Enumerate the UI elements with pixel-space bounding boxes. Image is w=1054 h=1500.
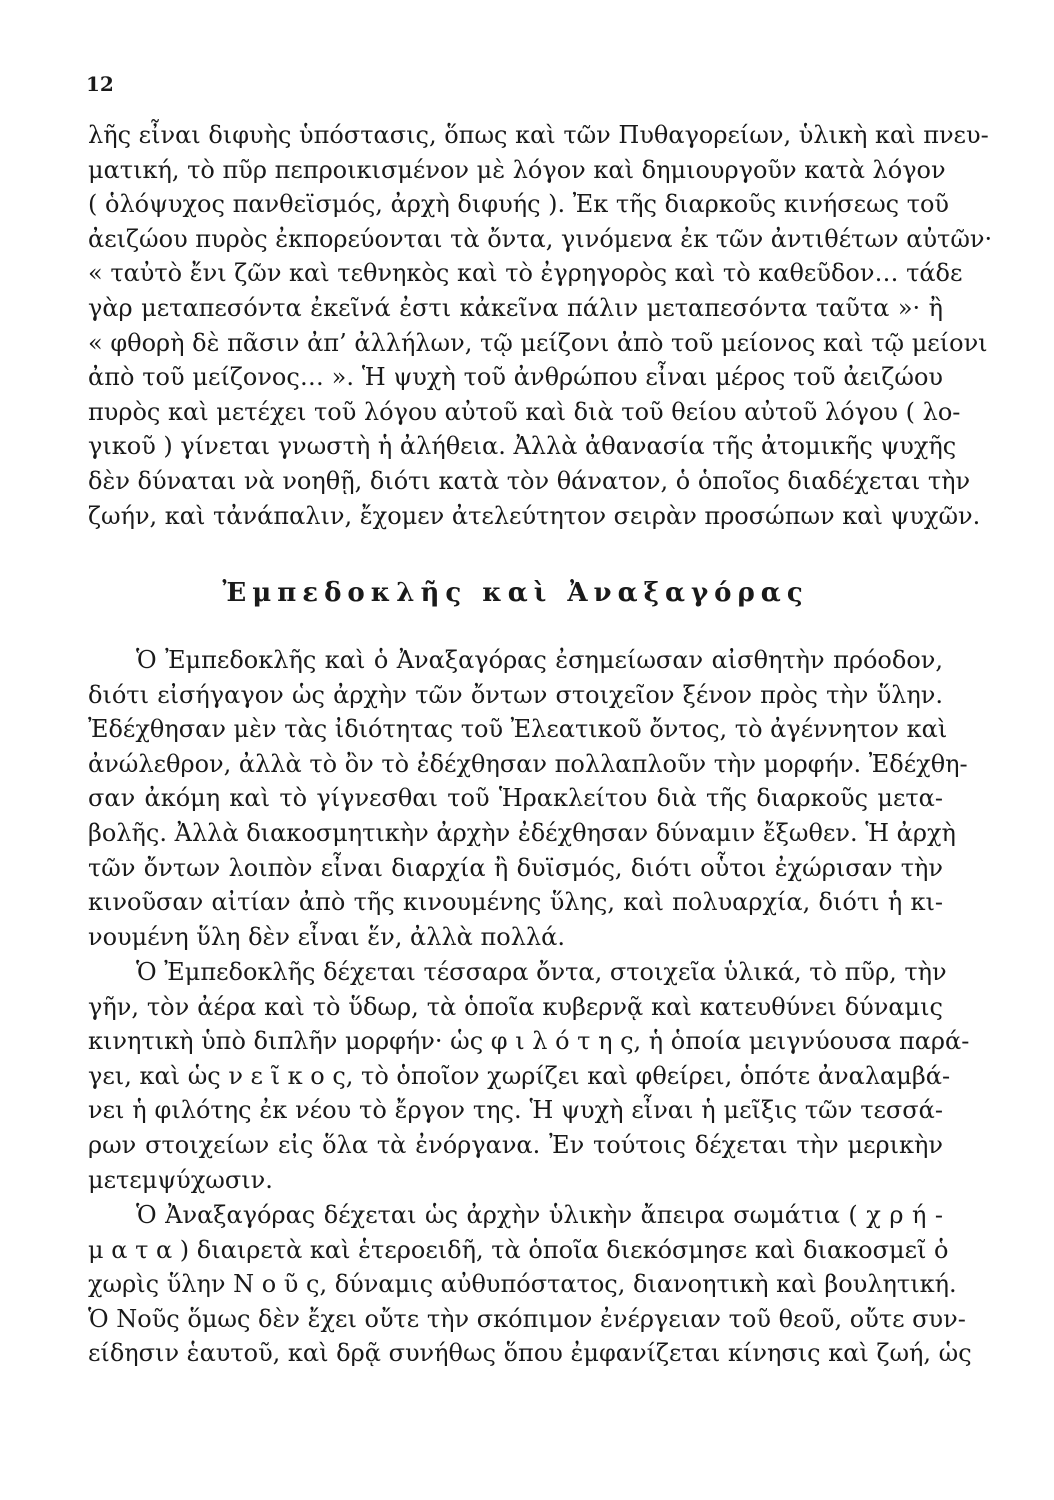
text-line: ματική, τὸ πῦρ πεπροικισμένον μὲ λόγον καὶ δημιουργοῦν κατὰ λόγον <box>88 155 946 184</box>
paragraph-empedocles-anaxagoras <box>88 643 968 954</box>
text-line: Ὁ Ἐμπεδοκλῆς δέχεται τέσσαρα ὄντα, στοιχεῖα ὑλικά, τὸ πῦρ, τὴν <box>136 958 947 986</box>
text-line: τῶν ὄντων λοιπὸν εἶναι διαρχία ἢ δυϊσμός, διότι οὗτοι ἐχώρισαν τὴν <box>88 853 943 882</box>
text-line: διότι εἰσήγαγον ὡς ἀρχὴν τῶν ὄντων στοιχεῖον ξένον πρὸς τὴν ὕλην. <box>88 680 943 709</box>
text-line: χωρὶς ὕλην Ν ο ῦ ς, δύναμις αὐθυπόστατος, διανοητικὴ καὶ βουλητική. <box>88 1270 957 1299</box>
text-line: μετεμψύχωσιν. <box>88 1165 273 1194</box>
text-line: ( ὁλόψυχος πανθεϊσμός, ἀρχὴ διφυής ). Ἐκ τῆς διαρκοῦς κινήσεως τοῦ <box>88 190 950 219</box>
text-line: γῆν, τὸν ἀέρα καὶ τὸ ὕδωρ, τὰ ὁποῖα κυβερνᾷ καὶ κατευθύνει δύναμις <box>88 992 943 1021</box>
text-line: κινοῦσαν αἰτίαν ἀπὸ τῆς κινουμένης ὕλης, καὶ πολυαρχία, διότι ἡ κι- <box>88 888 943 917</box>
page-number: 12 <box>86 72 114 96</box>
paragraph-empedocles <box>88 955 970 1197</box>
text-line: σαν ἀκόμη καὶ τὸ γίγνεσθαι τοῦ Ἡρακλείτου διὰ τῆς διαρκοῦς μετα- <box>88 784 943 813</box>
text-line: δὲν δύναται νὰ νοηθῇ, διότι κατὰ τὸν θάνατον, ὁ ὁποῖος διαδέχεται τὴν <box>88 466 971 495</box>
text-line: Ὁ Νοῦς ὅμως δὲν ἔχει οὔτε τὴν σκόπιμον ἐνέργειαν τοῦ θεοῦ, οὔτε συν- <box>88 1304 966 1333</box>
text-line: γὰρ μεταπεσόντα ἐκεῖνά ἐστι κἀκεῖνα πάλιν μεταπεσόντα ταῦτα »· ἢ <box>88 293 943 322</box>
text-line: Ὁ Ἐμπεδοκλῆς καὶ ὁ Ἀναξαγόρας ἐσημείωσαν αἰσθητὴν πρόοδον, <box>136 646 943 674</box>
text-line: νουμένη ὕλη δὲν εἶναι ἕν, ἀλλὰ πολλά. <box>88 922 565 951</box>
text-line: γει, καὶ ὡς ν ε ῖ κ ο ς, τὸ ὁποῖον χωρίζει καὶ φθείρει, ὁπότε ἀναλαμβά- <box>88 1061 951 1090</box>
text-line: ἀειζώου πυρὸς ἐκπορεύονται τὰ ὄντα, γινόμενα ἐκ τῶν ἀντιθέτων αὐτῶν· <box>88 224 993 253</box>
text-line: ἀνώλεθρον, ἀλλὰ τὸ ὂν τὸ ἐδέχθησαν πολλαπλοῦν τὴν μορφήν. Ἐδέχθη- <box>88 749 968 778</box>
text-line: νει ἡ φιλότης ἐκ νέου τὸ ἔργον της. Ἡ ψυχὴ εἶναι ἡ μεῖξις τῶν τεσσά- <box>88 1096 943 1125</box>
text-line: « ταὐτὸ ἔνι ζῶν καὶ τεθνηκὸς καὶ τὸ ἐγρηγορὸς καὶ τὸ καθεῦδον… τάδε <box>88 259 963 288</box>
text-line: βολῆς. Ἀλλὰ διακοσμητικὴν ἀρχὴν ἐδέχθησαν δύναμιν ἔξωθεν. Ἡ ἀρχὴ <box>88 818 956 847</box>
section-heading: Ἐμπεδοκλῆς καὶ Ἀναξαγόρας <box>222 578 809 608</box>
text-line: κινητικὴ ὑπὸ διπλῆν μορφήν· ὡς φ ι λ ό τ η ς, ἡ ὁποία μειγνύουσα παρά- <box>88 1027 970 1056</box>
text-line: είδησιν ἑαυτοῦ, καὶ δρᾷ συνήθως ὅπου ἐμφανίζεται κίνησις καὶ ζωή, ὡς <box>88 1339 972 1368</box>
text-line: « φθορὴ δὲ πᾶσιν ἀπ’ ἀλλήλων, τῷ μείζονι ἀπὸ τοῦ μείονος καὶ τῷ μείονι <box>88 328 988 357</box>
paragraph-anaxagoras <box>88 1198 972 1371</box>
text-line: πυρὸς καὶ μετέχει τοῦ λόγου αὐτοῦ καὶ διὰ τοῦ θείου αὐτοῦ λόγου ( λο- <box>88 397 961 426</box>
text-line: ζωήν, καὶ τἀνάπαλιν, ἔχομεν ἀτελεύτητον σειρὰν προσώπων καὶ ψυχῶν. <box>88 501 981 530</box>
text-line: ἀπὸ τοῦ μείζονος… ». Ἡ ψυχὴ τοῦ ἀνθρώπου εἶναι μέρος τοῦ ἀειζώου <box>88 363 943 392</box>
text-line: Ὁ Ἀναξαγόρας δέχεται ὡς ἀρχὴν ὑλικὴν ἄπειρα σωμάτια ( χ ρ ή - <box>136 1201 943 1229</box>
text-line: γικοῦ ) γίνεται γνωστὴ ἡ ἀλήθεια. Ἀλλὰ ἀθανασία τῆς ἀτομικῆς ψυχῆς <box>88 432 957 461</box>
text-line: μ α τ α ) διαιρετὰ καὶ ἑτεροειδῆ, τὰ ὁποῖα διεκόσμησε καὶ διακοσμεῖ ὁ <box>88 1235 949 1264</box>
text-line: Ἐδέχθησαν μὲν τὰς ἰδιότητας τοῦ Ἐλεατικοῦ ὄντος, τὸ ἀγέννητον καὶ <box>88 715 948 744</box>
text-line: λῆς εἶναι διφυὴς ὑπόστασις, ὅπως καὶ τῶν Πυθαγορείων, ὑλικὴ καὶ πνευ- <box>88 121 989 149</box>
paragraph-heraclitus-continuation <box>88 118 993 533</box>
text-line: ρων στοιχείων εἰς ὅλα τὰ ἐνόργανα. Ἐν τούτοις δέχεται τὴν μερικὴν <box>88 1130 943 1159</box>
